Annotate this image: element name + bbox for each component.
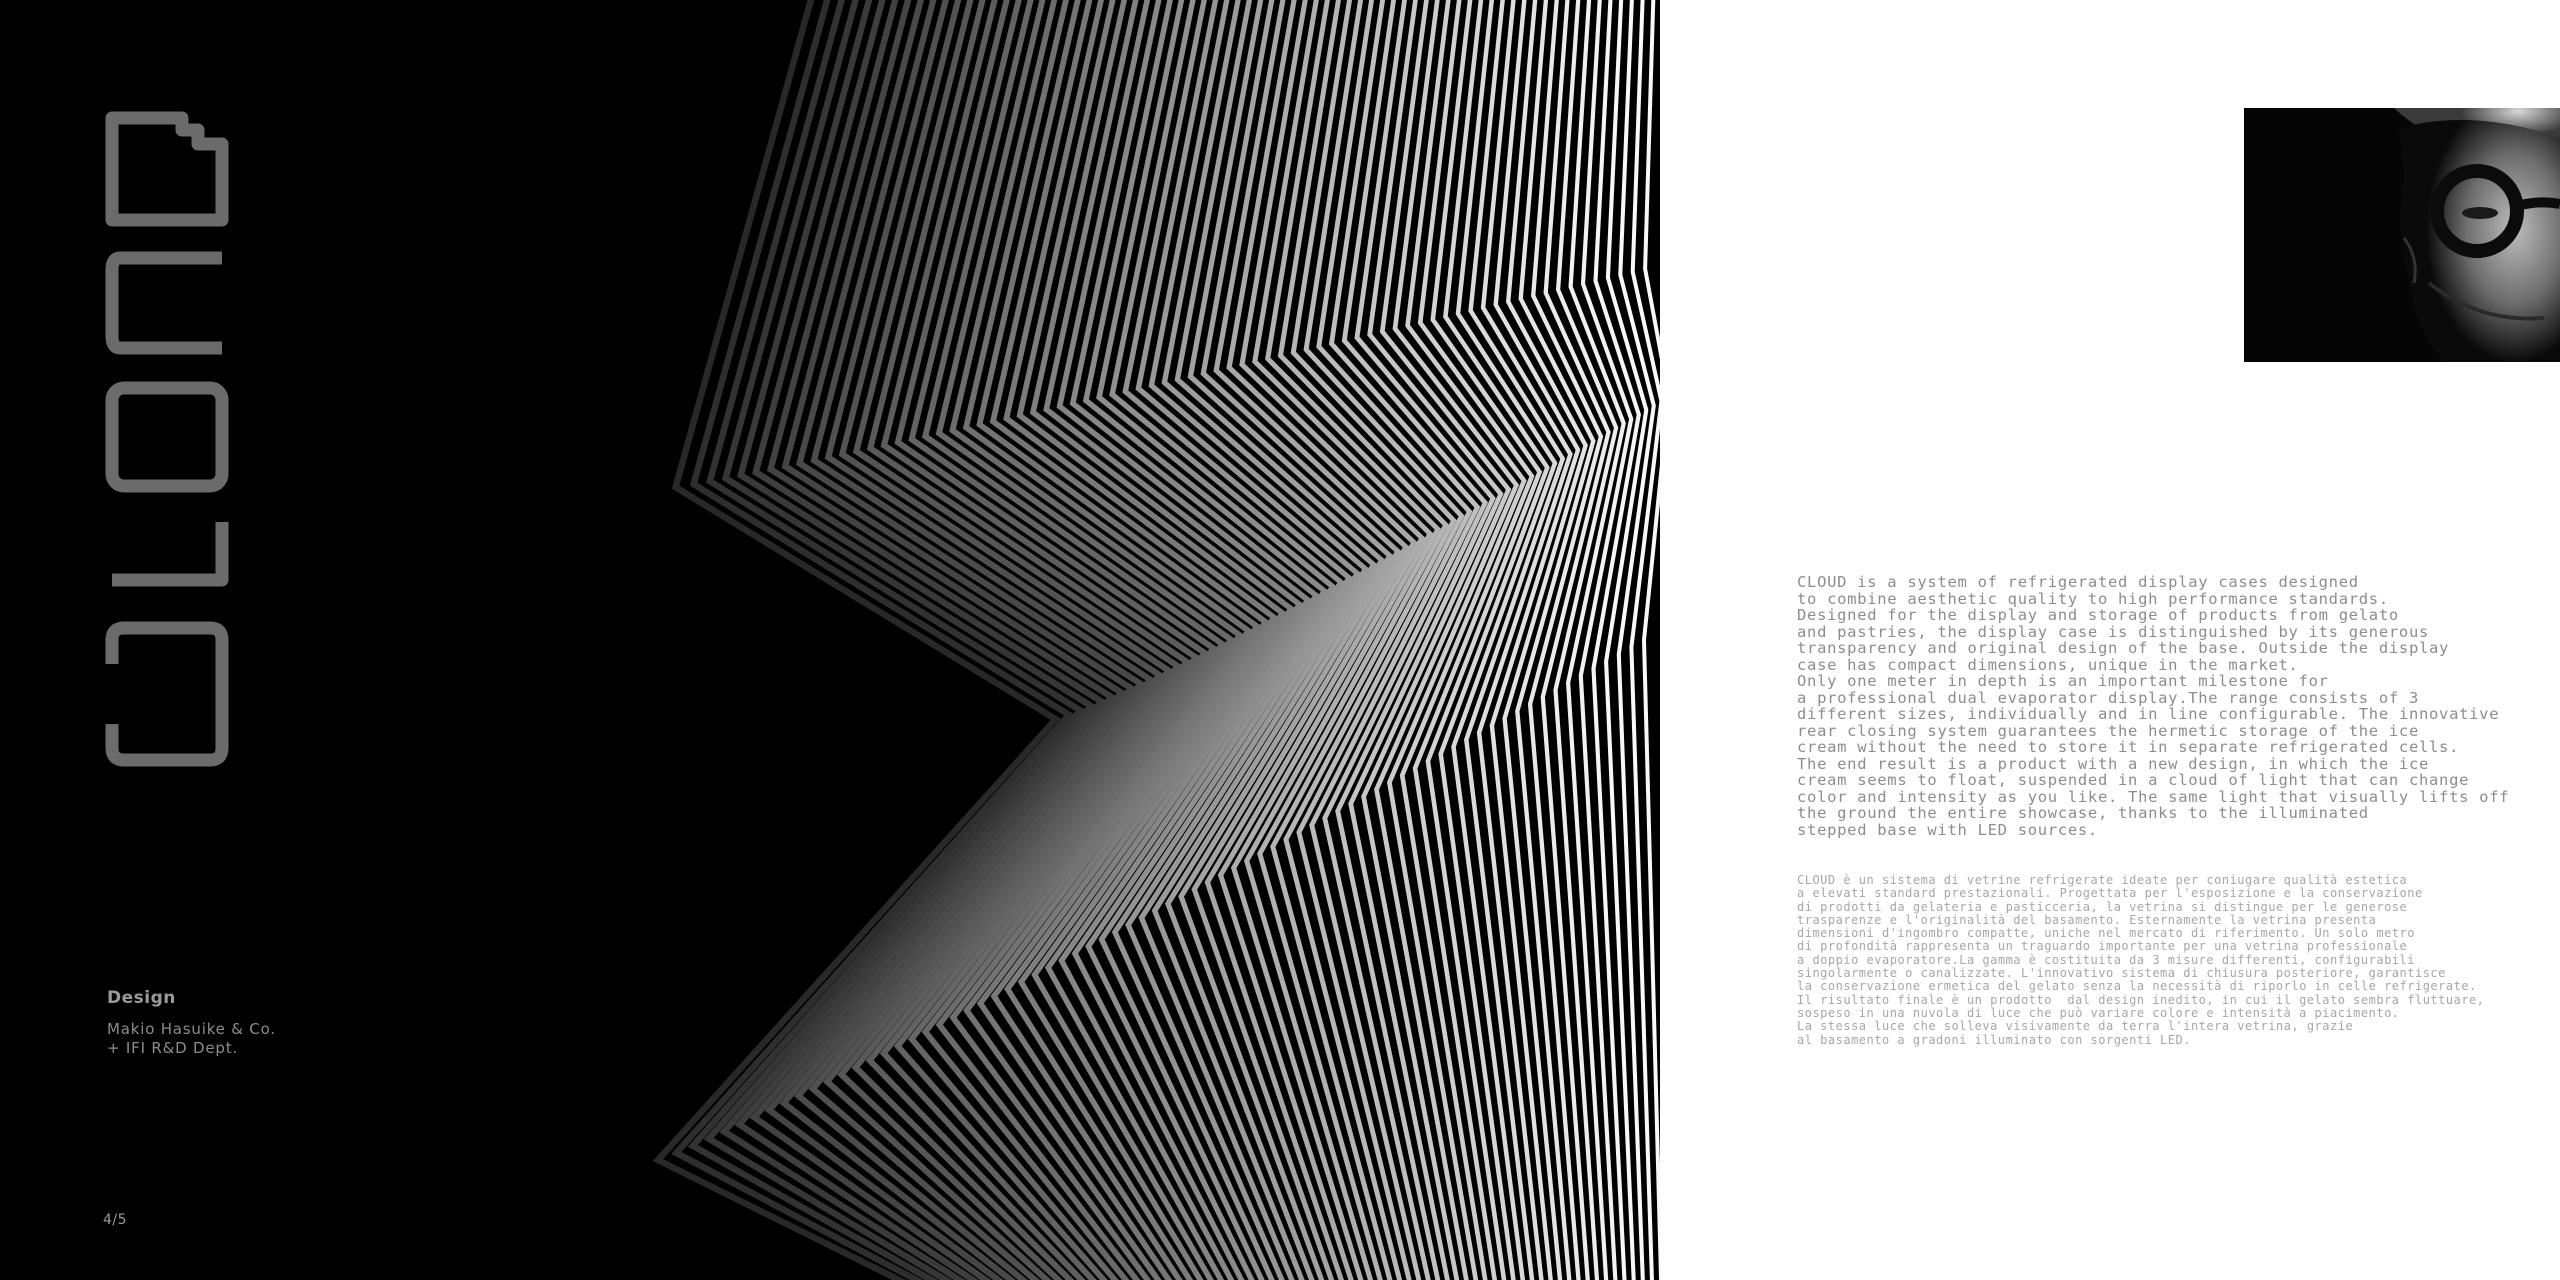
page-number: 4/5 <box>103 1212 128 1228</box>
wave-line <box>1606 0 1646 1280</box>
cloud-title-logo <box>104 102 230 774</box>
design-credits <box>107 988 427 1058</box>
logo-letter-u <box>112 258 222 348</box>
description-italian: CLOUD è un sistema di vetrine refrigerate ideate per coniugare qualità estetica a elevati standard prestazionali. Progettata per l'esposizione e la conservazione di prodotti da gelateria e pasticceria, la vetrina si distingue per le generose trasparenze e l'originalità del basamento. Esternamente la vetrina presenta dimensioni d'ingombro compatte, uniche nel mercato di riferimento. Un solo metro di profondità rappresenta un traguardo importante per una vetrina professionale a doppio evaporatore.La gamma è costituita da 3 misure differenti, configurabili singolarmente o canalizzate. L'innovativo sistema di chiusura posteriore, garantisce la conservazione ermetica del gelato senza la necessità di riporlo in celle refrigerate. Il risultato finale è un prodotto dal design inedito, in cui il gelato sembra fluttuare, sospeso in una nuvola di luce che può variare colore e intensità a piacimento. La stessa luce che solleva visivamente da terra l'intera vetrina, grazie al basamento a gradoni illuminato con sorgenti LED. <box>1797 873 2485 1047</box>
logo-letter-l <box>112 522 222 580</box>
logo-letter-o <box>112 388 222 486</box>
designer-portrait <box>2244 108 2560 362</box>
logo-letter-c <box>112 628 222 760</box>
design-credit-line: + IFI R&D Dept. <box>107 1039 238 1057</box>
description-english: CLOUD is a system of refrigerated display cases designed to combine aesthetic quality to high performance standards. Designed for the display and storage of products from gelato and pastries, the display case is distinguished by its generous transparency and original design of the base. Outside the display case has compact dimensions, unique in the market. Only one meter in depth is an important milestone for a professional dual evaporator display.The range consists of 3 different sizes, individually and in line configurable. The innovative rear closing system guarantees the hermetic storage of the ice cream without the need to store it in separate refrigerated cells. The end result is a product with a new design, in which the ice cream seems to float, suspended in a cloud of light that can change color and intensity as you like. The same light that visually lifts off the ground the entire showcase, thanks to the illuminated stepped base with LED sources. <box>1797 573 2510 839</box>
logo-letter-d <box>112 118 222 220</box>
design-credit-line: Makio Hasuike & Co. <box>107 1020 276 1038</box>
panel-edge <box>1660 0 1700 1280</box>
design-label: Design <box>107 988 176 1008</box>
